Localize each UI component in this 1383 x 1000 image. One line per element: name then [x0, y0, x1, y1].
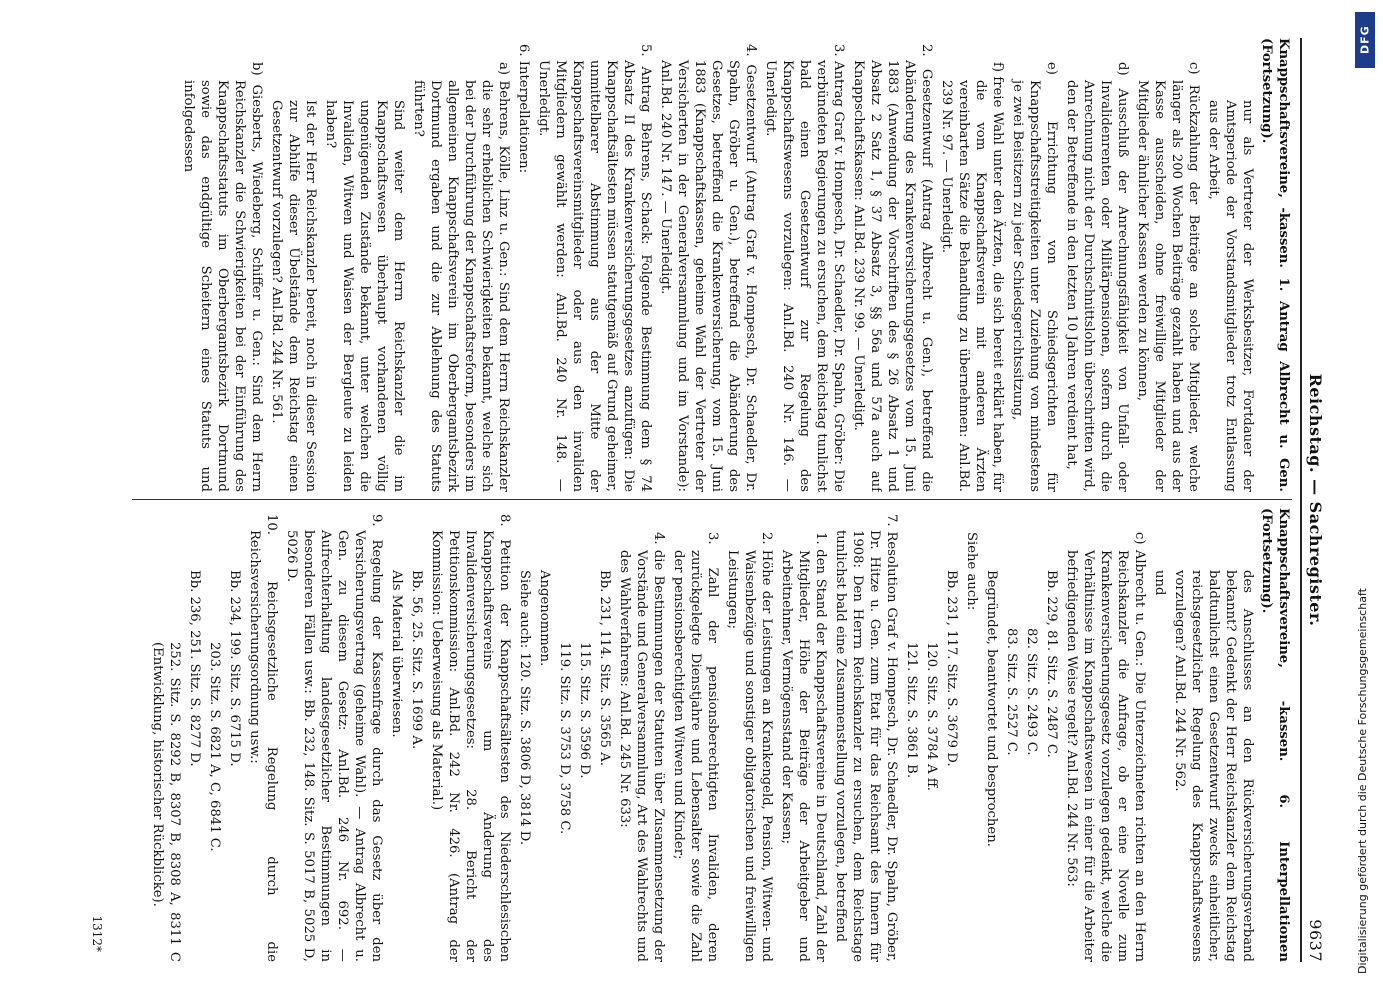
page-header	[1306, 38, 1332, 962]
right-item-25: 10. Reichsgesetzliche Regelung durch die Reichsversicherungsordnung usw.:	[247, 514, 279, 962]
left-item-5: 2. Gesetzentwurf (Antrag Albrecht u. Gen.), betreffend die Abänderung des Krankenversicherungsgesetzes vom 15. Juni 1883 (Anwendung der Vorschriften des § 26 Absatz 1 und Absatz 2 Satz 1, § 37 Absatz 3, §§ 56a und 57a auch auf Knappschaftskassen: Anl.Bd. 239 Nr. 99. — Unerledigt.	[851, 44, 934, 492]
right-item-6: Begründet, beantwortet und besprochen.	[984, 570, 999, 847]
right-column	[112, 508, 1292, 962]
right-item-13: 2. Höhe der Leistungen an Krankengeld, Pension, Witwen- und Waisenbezüge und sonstiger obligatorischen und freiwilligen Leistungen;	[725, 532, 774, 962]
dfg-attribution-strip	[1352, 12, 1378, 988]
right-item-9: 120. Sitz. S. 3784 A ff.	[924, 642, 939, 791]
right-item-20: Siehe auch: 120. Sitz. S. 3806 D, 3814 D.	[517, 570, 532, 846]
left-item-10: a) Behrens, Kölle, Linz u. Gen.: Sind dem Herrn Reichskanzler die sehr erheblichen Schwierigkeiten bekannt, welche sich bei der Durchführung der Knappschaftsreform, besonders im allgemeinen Knappschaftsverein im Oberbergamtsbezirk Dortmund ergaben und die zur Ablehnung des Statuts führten?	[411, 62, 511, 492]
right-item-17: 115. Sitz. S. 3596 D.	[577, 642, 592, 779]
left-item-7: 4. Gesetzentwurf (Antrag Graf v. Hompesch, Dr. Schaedler, Dr. Spahn, Gröber u. Gen.), betreffend die Abänderung des Gesetzes, betreffend die Krankenversicherung, vom 15. Juni 1883 (Knappschaftskassen, geheime Wahl der Vertreter der Versicherten in der Generalversammlung und im Vorstande): Anl.Bd. 240 Nr. 147. — Unerledigt.	[658, 44, 758, 492]
left-item-4: f) freie Wahl unter den Ärzten, die sich bereit erklärt haben, für die vom Knappschaftsverein mit anderen Ärzten vereinbarten Sätze die Behandlung zu übernehmen: Anl.Bd. 239 Nr. 97. — Unerledigt.	[939, 62, 1005, 492]
left-item-8: 5. Antrag Behrens, Schack: Folgende Bestimmung dem § 74 Absatz II des Krankenversicherungsgesetzes anzufügen: Die Knappschaftsältesten müssen statutgemäß auf Grund geheimer, unmittelbarer Abstimmung aus der Mitte der Knappschaftsvereinsmitglieder oder aus den invaliden Mitgliedern gewählt werden: Anl.Bd. 240 Nr. 148. — Unerledigt.	[536, 44, 653, 492]
right-item-22: Bb. 56, 25. Sitz. S. 1699 A.	[409, 570, 424, 750]
right-item-15: 4. die Bestimmungen der Statuten über Zusammensetzung der Vorstände und Generalversammlung, Art des Wahlrechts und des Wahlverfahrens: Anl.Bd. 245 Nr. 633:	[617, 532, 666, 962]
header-rule	[1300, 38, 1302, 962]
left-item-6: 3. Antrag Graf v. Hompesch, Dr. Schaedler, Dr. Spahn, Gröber: Die verbündeten Regierungen zu ersuchen, dem Reichstag tunlichst bald einen Gesetzentwurf zur Regelung des Knappschaftswesens vorzulegen: Anl.Bd. 240 Nr. 146. — Unerledigt.	[763, 44, 846, 492]
right-item-8: Bb. 231, 117. Sitz. S. 3679 D.	[944, 570, 959, 767]
right-item-19: Angenommen.	[537, 570, 552, 667]
right-item-27: 203. Sitz. S. 6821 A, C, 6841 C.	[207, 642, 222, 852]
right-item-7: Siehe auch:	[964, 532, 979, 611]
scanned-page-frame	[80, 8, 1350, 992]
right-item-10: 121. Sitz. S. 3861 B.	[904, 642, 919, 779]
left-item-2: d) Ausschluß der Anrechnungsfähigkeit von Unfall- oder Invalidenrenten oder Militärpensionen, sofern durch die Anrechnung nicht der Durchschnittslohn überschritten wird, den der Betreffende in den letzten 10 Jahren verdient hat,	[1064, 62, 1130, 492]
page-number: 9637	[1306, 919, 1325, 962]
left-item-0: nur als Vertreter der Werksbesitzer, Fortdauer der Amtsperiode der Vorstandsmitglieder trotz Entlassung aus der Arbeit,	[1206, 100, 1255, 492]
right-item-16: Bb. 231, 114. Sitz. S. 3565 A.	[597, 570, 612, 766]
document-page	[80, 8, 1350, 992]
left-item-1: c) Rückzahlung der Beiträge an solche Mitglieder, welche länger als 200 Wochen Beiträge gezahlt haben und aus der Kasse ausscheiden, ohne freiwillige Mitglieder der Mitglieder ähnlicher Kassen werden zu können,	[1135, 62, 1201, 492]
left-column	[112, 38, 1292, 492]
running-title: Reichstag. — Sachregister.	[1306, 373, 1325, 627]
left-item-12: Ist der Herr Reichskanzler bereit, noch in dieser Session zur Abhilfe dieser Übelstände dem Reichstag einen Gesetzentwurf vorzulegen? Anl.Bd. 244 Nr. 561.	[269, 100, 318, 492]
right-column-heading: Knappschaftsvereine, -kassen. 6. Interpellationen (Fortsetzung).	[1259, 508, 1291, 962]
right-item-11: 7. Resolution Graf v. Hompesch, Dr. Schaedler, Dr. Spahn, Gröber, Dr. Hitze u. Gen. zum Etat für das Reichsamt des Innern für 1908: Den Herrn Reichskanzler zu ersuchen, dem Reichstage tunlichst bald eine Zusammenstellung vorzulegen, betreffend	[833, 514, 899, 962]
dfg-logo: DFG	[1355, 12, 1375, 68]
right-item-24: 9. Regelung der Kassenfrage durch das Gesetz über den Versicherungsvertrag (geheime Wahl). — Antrag Albrecht u. Gen. zu diesem Gesetz: Anl.Bd. 246 Nr. 692. — Aufrechterhaltung landesgesetzlicher Bestimmungen in besonderen Fällen usw.: Bb. 232, 148. Sitz. S. 5017 B, 5025 D, 5026 D.	[284, 514, 384, 962]
left-item-9: 6. Interpellationen:	[516, 44, 531, 174]
right-item-5: 83. Sitz. S. 2527 C.	[1004, 628, 1019, 756]
right-item-14: 3. Zahl der pensionsberechtigten Invaliden, deren zurückgelegte Dienstjahre und Lebensalter sowie die Zahl der pensionsberechtigten Witwen und Kinder;	[671, 532, 720, 962]
right-item-21: 8. Petition der Knappschaftsältesten des Niederschlesischen Knappschaftsvereins um Änderung des Invalidenversicherungsgesetzes: 28. Bericht der Petitionskommission: Anl.Bd. 242 Nr. 426. (Antrag der Kommission: Ueberweisung als Material.)	[429, 514, 512, 962]
right-item-18: 119. Sitz. S. 3753 D, 3758 C.	[557, 642, 572, 835]
column-divider	[132, 499, 1292, 500]
right-item-3: Bb. 229, 81. Sitz. S. 2487 C.	[1044, 570, 1059, 758]
left-item-11: Sind weiter dem Herrn Reichskanzler die im Knappschaftswesen überhaupt vorhandenen völlig ungenügenden Zustände bekannt, unter welchen die Invaliden, Witwen und Waisen der Bergleute zu leiden haben?	[323, 100, 406, 492]
right-item-4: 82. Sitz. S. 2493 C.	[1024, 628, 1039, 756]
left-column-heading: Knappschaftsvereine, -kassen. 1. Antrag Albrecht u. Gen. (Fortsetzung).	[1259, 38, 1291, 492]
left-item-13: b) Giesberts, Wiedeberg, Schiffer u. Gen.: Sind dem Herrn Reichskanzler die Schwierigkeiten bei der Einführung des Knappschaftsstatuts im Oberbergamtsbezirk Dortmund sowie das endgültige Scheitern eines Statuts und infolgedessen	[181, 62, 264, 492]
right-item-23: Als Material überwiesen.	[389, 570, 404, 738]
right-item-1: und	[1152, 570, 1167, 596]
right-item-2: c) Albrecht u. Gen.: Die Unterzeichneten richten an den Herrn Reichskanzler die Anfrage, ob er eine Novelle zum Krankenversicherungsgesetz vorzulegen gedenkt, welche die Verhältnisse im Knappschaftswesen in einer für die Arbeiter befriedigenden Weise regelt? Anl.Bd. 244 Nr. 563:	[1064, 532, 1147, 962]
dfg-attribution-text: Digitalisierung gefördert durch die Deutsche Forschungsgemeinschaft	[1356, 588, 1369, 974]
left-item-3: e) Errichtung von Schiedsgerichten für Knappschaftsstreitigkeiten unter Zuziehung von mindestens je zwei Beisitzern zu jeder Schiedsgerichtssitzung,	[1010, 62, 1059, 492]
right-item-0: des Anschlusses an den Rückversicherungsverband bekannt? Gedenkt der Herr Reichskanzler dem Reichstag baldtunlichst einen Gesetzentwurf zwecks einheitlicher, reichsgesetzlicher Regelung des Knappschaftswesens vorzulegen? Anl.Bd. 244 Nr. 562.	[1172, 570, 1255, 962]
right-item-28: Bb. 236, 251. Sitz. S. 8277 D.	[187, 570, 202, 767]
right-item-12: 1. den Stand der Knappschaftsvereine in Deutschland, Zahl der Mitglieder, Höhe der Beiträge der Arbeitgeber und Arbeitnehmer, Vermögensstand der Kassen;	[779, 532, 828, 962]
signature-mark: 1312*	[90, 915, 104, 952]
right-item-26: Bb. 234, 199. Sitz. S. 6715 D.	[227, 570, 242, 767]
right-item-29: 252. Sitz. S. 8292 B, 8307 B, 8308 A, 8311 C (Entwicklung, historischer Rückblicke).	[150, 642, 182, 962]
